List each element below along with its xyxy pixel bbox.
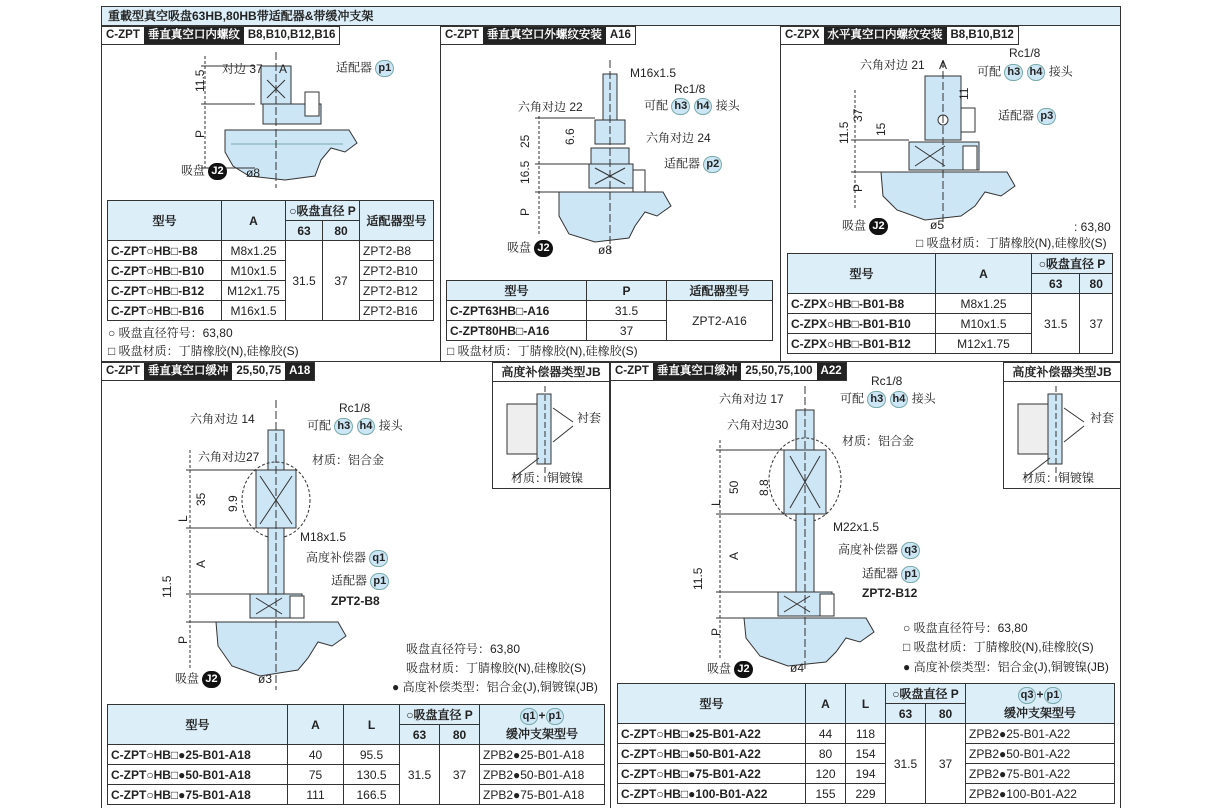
h4-badge: h4 xyxy=(357,418,376,435)
p5-th-dia-text: 吸盘直径 xyxy=(899,687,948,701)
p5-jb-sleeve: 衬套 xyxy=(1090,411,1115,425)
plus-sign: + xyxy=(538,708,546,723)
p2-d8-label: ø8 xyxy=(598,243,613,257)
p2-pad-label xyxy=(507,240,553,257)
p1-a-label: A xyxy=(279,62,288,76)
p3-spec-table xyxy=(787,253,1113,354)
p-cell: 37 xyxy=(587,321,667,341)
a-cell: 40 xyxy=(288,745,344,765)
model-cell: C-ZPT○HB□●50-B01-A22 xyxy=(618,744,806,764)
panel5-tag: A22 xyxy=(817,363,846,380)
p4-fit-label xyxy=(307,418,403,435)
p5-mat-label: 材质：铝合金 xyxy=(842,434,915,448)
buf-cell: ZPB2●25-B01-A18 xyxy=(480,745,605,765)
p4-adapter-label xyxy=(331,573,389,590)
p4-th-80: 80 xyxy=(440,725,480,745)
model-cell: C-ZPT○HB□●25-B01-A22 xyxy=(618,724,806,744)
table-row xyxy=(447,301,773,321)
panel1-name: 垂直真空口内螺纹 xyxy=(144,27,244,44)
p5-pad-text: 吸盘 xyxy=(707,661,732,676)
table-row xyxy=(108,765,605,785)
p5-fit-label xyxy=(840,391,936,408)
p5-d4-label: ø4 xyxy=(790,661,805,675)
p4-zpt-label: ZPT2-B8 xyxy=(331,594,380,608)
p1-th-p-text: P xyxy=(347,204,356,218)
panel2-drawing xyxy=(445,56,775,256)
p2-hex24-label: 六角对边 24 xyxy=(646,131,711,145)
p3-badge: p3 xyxy=(1037,108,1056,125)
p3-th-a: A xyxy=(936,254,1032,294)
p1-badge: p1 xyxy=(370,573,389,590)
p3-adapter-label xyxy=(998,108,1056,125)
panel4-name: 垂直真空口缓冲 xyxy=(144,363,233,380)
p80-cell: 37 xyxy=(1080,294,1113,354)
divider xyxy=(440,26,441,362)
p2-pad-text: 吸盘 xyxy=(507,240,532,255)
p2-fit-text: 可配 xyxy=(644,98,669,113)
model-cell: C-ZPX○HB□-B01-B8 xyxy=(788,294,936,314)
p5-comp-text: 高度补偿器 xyxy=(838,542,899,557)
p4-spec-table xyxy=(107,704,605,805)
p5-th-63: 63 xyxy=(886,704,926,724)
p1-hex-label: 对边 37 xyxy=(222,62,263,76)
p1-pad-text: 吸盘 xyxy=(181,163,206,178)
p5-dim-a: A xyxy=(727,551,741,560)
model-cell: C-ZPT63HB□-A16 xyxy=(447,301,587,321)
p2-m16-label: M16x1.5 xyxy=(630,66,677,80)
p4-m18-label: M18x1.5 xyxy=(300,530,347,544)
a-cell: M12x1.75 xyxy=(222,281,286,301)
p3-hex21-label: 六角对边 21 xyxy=(860,58,925,72)
p3-d5-label: ø5 xyxy=(930,218,945,232)
p4-note-comp-text: 高度补偿类型：铝合金(J),铜镀镍(JB) xyxy=(402,680,598,694)
p5-th-a: A xyxy=(806,684,846,724)
p63-cell: 31.5 xyxy=(400,745,440,805)
p3-th-80: 80 xyxy=(1080,274,1113,294)
panel3-code: C-ZPX xyxy=(785,29,820,41)
panel4-tag: A18 xyxy=(285,363,314,380)
a-cell: 111 xyxy=(288,785,344,805)
p1-th-80: 80 xyxy=(323,221,360,241)
panel3-name: 水平真空口内螺纹安装 xyxy=(824,27,947,44)
table-row xyxy=(618,764,1115,784)
model-cell: C-ZPT○HB□●25-B01-A18 xyxy=(108,745,288,765)
p4-dim-115: 11.5 xyxy=(160,575,174,598)
q1-badge: q1 xyxy=(520,708,539,725)
model-cell: C-ZPT○HB□●75-B01-A18 xyxy=(108,785,288,805)
p5-th-p-text: P xyxy=(950,687,959,701)
p2-adapter-label xyxy=(664,156,722,173)
p3-fit-text: 可配 xyxy=(977,64,1002,79)
p2-dim-25: 25 xyxy=(518,134,532,148)
table-row xyxy=(108,281,434,301)
a-cell: M12x1.75 xyxy=(936,334,1032,354)
a-cell: 120 xyxy=(806,764,846,784)
p1-badge: p1 xyxy=(901,566,920,583)
table-row xyxy=(108,785,605,805)
table-row xyxy=(108,301,434,321)
l-cell: 95.5 xyxy=(344,745,400,765)
a-cell: M8x1.25 xyxy=(936,294,1032,314)
p2-adapter-text: 适配器 xyxy=(664,156,701,171)
p63-cell: 31.5 xyxy=(286,241,323,321)
p3-pad-label xyxy=(842,218,888,235)
p4-th-model: 型号 xyxy=(108,705,288,745)
p4-joint-text: 接头 xyxy=(378,418,403,433)
model-cell: C-ZPT○HB□-B8 xyxy=(108,241,222,261)
p80-cell: 37 xyxy=(926,724,966,804)
p5-pad-label xyxy=(707,661,753,678)
p4-th-buf xyxy=(480,705,605,745)
p4-dim-99: 9.9 xyxy=(226,495,240,512)
p1-badge: p1 xyxy=(1044,687,1063,704)
p3-dim-p: P xyxy=(851,183,865,192)
p3-th-dia: ○吸盘直径 P xyxy=(1032,254,1113,274)
a-cell: 44 xyxy=(806,724,846,744)
p2-dim-66: 6.6 xyxy=(563,128,577,145)
p1-adapter-label xyxy=(336,60,394,77)
divider xyxy=(780,26,781,362)
p4-dim-35: 35 xyxy=(194,492,208,506)
p2-rc-label: Rc1/8 xyxy=(674,82,706,96)
p4-fit-text: 可配 xyxy=(307,418,332,433)
p2-hex22-label: 六角对边 22 xyxy=(518,100,583,114)
p-cell: 31.5 xyxy=(587,301,667,321)
l-cell: 229 xyxy=(846,784,886,804)
p2-fit-label xyxy=(644,98,740,115)
p4-note-material: 吸盘材质：丁腈橡胶(N),硅橡胶(S) xyxy=(406,661,586,675)
p5-th-l: L xyxy=(846,684,886,724)
a-cell: 80 xyxy=(806,744,846,764)
p4-dim-a: A xyxy=(194,559,208,568)
p4-jb-box xyxy=(492,362,610,489)
p1-adapter-text: 适配器 xyxy=(336,60,373,75)
table-row xyxy=(108,745,605,765)
p2-th-model: 型号 xyxy=(447,281,587,301)
panel3-sizes: B8,B10,B12 xyxy=(950,29,1014,41)
p1-dim-115: 11.5 xyxy=(193,69,207,92)
buf-cell: ZPB2●50-B01-A22 xyxy=(966,744,1115,764)
model-cell: C-ZPT○HB□●100-B01-A22 xyxy=(618,784,806,804)
panel5-sizes: 25,50,75,100 xyxy=(745,365,813,377)
p5-jb-mat: 材质：铜镀镍 xyxy=(1022,471,1095,485)
p3-th-p-text: P xyxy=(1097,257,1106,271)
h4-badge: h4 xyxy=(694,98,713,115)
a-cell: M10x1.5 xyxy=(936,314,1032,334)
model-cell: C-ZPX○HB□-B01-B10 xyxy=(788,314,936,334)
panel2-code: C-ZPT xyxy=(445,29,479,41)
p3-dim-15: 15 xyxy=(874,122,888,136)
p1-th-model: 型号 xyxy=(108,201,222,241)
h3-badge: h3 xyxy=(867,391,886,408)
p4-hex14-label: 六角对边 14 xyxy=(190,412,255,426)
p3-dim-11: 11 xyxy=(957,87,971,100)
h4-badge: h4 xyxy=(890,391,909,408)
p5-note-diameter: ○ 吸盘直径符号：63,80 xyxy=(903,621,1028,635)
model-cell: C-ZPT○HB□-B10 xyxy=(108,261,222,281)
p5-adapter-text: 适配器 xyxy=(862,566,899,581)
p3-dim-37: 37 xyxy=(851,108,865,122)
p4-th-dia-text: 吸盘直径 xyxy=(413,708,462,722)
table-row xyxy=(618,744,1115,764)
p1-pad-label xyxy=(181,163,227,180)
model-cell: C-ZPT○HB□-B12 xyxy=(108,281,222,301)
p5-hex17-label: 六角对边 17 xyxy=(719,392,784,406)
p4-adapter-text: 适配器 xyxy=(331,573,368,588)
p5-joint-text: 接头 xyxy=(911,391,936,406)
buf-cell: ZPB2●75-B01-A18 xyxy=(480,785,605,805)
p2-spec-table xyxy=(446,280,773,341)
panel4-sizes: 25,50,75 xyxy=(236,365,282,377)
l-cell: 194 xyxy=(846,764,886,784)
plus-sign: + xyxy=(1036,687,1044,702)
model-cell: C-ZPT80HB□-A16 xyxy=(447,321,587,341)
p1-th-a: A xyxy=(222,201,286,241)
p63-cell: 31.5 xyxy=(886,724,926,804)
p2-joint-text: 接头 xyxy=(715,98,740,113)
table-row xyxy=(108,261,434,281)
panel4-code: C-ZPT xyxy=(106,365,140,377)
p2-dim-p: P xyxy=(518,207,532,216)
p5-dim-50: 50 xyxy=(727,480,741,494)
p1-j2-badge: J2 xyxy=(208,163,226,180)
p1-th-adapter: 适配器型号 xyxy=(360,201,434,241)
p4-pad-text: 吸盘 xyxy=(175,671,200,686)
model-cell: C-ZPT○HB□●75-B01-A22 xyxy=(618,764,806,784)
p5-th-model: 型号 xyxy=(618,684,806,724)
p80-cell: 37 xyxy=(323,241,360,321)
p4-comp-label xyxy=(306,550,388,567)
panel2-name: 垂直真空口外螺纹安装 xyxy=(483,27,606,44)
a-cell: M10x1.5 xyxy=(222,261,286,281)
p4-th-a: A xyxy=(288,705,344,745)
p1-d8-label: ø8 xyxy=(246,166,261,180)
buf-cell: ZPB2●25-B01-A22 xyxy=(966,724,1115,744)
adapter-cell: ZPT2-B8 xyxy=(360,241,434,261)
p5-dim-88: 8.8 xyxy=(757,479,771,496)
page-title: 重載型真空吸盘63HB,80HB带适配器&带缓冲支架 xyxy=(101,6,1121,26)
table-row xyxy=(788,294,1113,314)
p5-rc-label: Rc1/8 xyxy=(871,374,903,388)
p1-badge: p1 xyxy=(375,60,394,77)
p5-dim-l: L xyxy=(709,499,723,506)
p1-th-dia: ○吸盘直径 P xyxy=(286,201,360,221)
q1-badge: q1 xyxy=(369,550,388,567)
p3-joint-text: 接头 xyxy=(1048,64,1073,79)
model-cell: C-ZPT○HB□●50-B01-A18 xyxy=(108,765,288,785)
p4-note-diameter: 吸盘直径符号：63,80 xyxy=(406,642,521,656)
p2-th-adapter: 适配器型号 xyxy=(667,281,773,301)
buf-cell: ZPB2●75-B01-A22 xyxy=(966,764,1115,784)
p5-hex30-label: 六角对边30 xyxy=(727,418,789,432)
p3-fit-label xyxy=(977,64,1073,81)
panel2-header xyxy=(440,26,636,45)
p1-th-dia-text: 吸盘直径 xyxy=(296,204,345,218)
panel1-code: C-ZPT xyxy=(106,29,140,41)
p4-mat-label: 材质：铝合金 xyxy=(312,453,385,467)
p4-th-63: 63 xyxy=(400,725,440,745)
p3-dim-115: 11.5 xyxy=(837,121,851,144)
p80-cell: 37 xyxy=(440,745,480,805)
p1-badge: p1 xyxy=(546,708,565,725)
p5-comp-label xyxy=(838,542,920,559)
p1-th-63: 63 xyxy=(286,221,323,241)
buf-cell: ZPB2●100-B01-A22 xyxy=(966,784,1115,804)
p3-note-material: □ 吸盘材质：丁腈橡胶(N),硅橡胶(S) xyxy=(916,236,1107,250)
panel5-name: 垂直真空口缓冲 xyxy=(653,363,742,380)
p4-jb-mat: 材质：铜镀镍 xyxy=(511,471,584,485)
a-cell: M8x1.25 xyxy=(222,241,286,261)
p3-a-label: A xyxy=(939,58,948,72)
l-cell: 154 xyxy=(846,744,886,764)
p5-m22-label: M22x1.5 xyxy=(833,520,880,534)
p4-note-comp: ● 高度补偿类型：铝合金(J),铜镀镍(JB) xyxy=(392,680,598,694)
h4-badge: h4 xyxy=(1027,64,1046,81)
p4-dim-p: P xyxy=(176,635,190,644)
p4-th-l: L xyxy=(344,705,400,745)
p5-th-buf xyxy=(966,684,1115,724)
p63-cell: 31.5 xyxy=(1032,294,1080,354)
p4-rc-label: Rc1/8 xyxy=(339,401,371,415)
p5-note-comp: ● 高度补偿类型：铝合金(J),铜镀镍(JB) xyxy=(903,660,1109,674)
p2-dim-165: 16.5 xyxy=(518,160,532,184)
p3-pad-text: 吸盘 xyxy=(842,218,867,233)
p4-comp-text: 高度补偿器 xyxy=(306,550,367,565)
q3-badge: q3 xyxy=(901,542,920,559)
p5-th-dia: ○吸盘直径 P xyxy=(886,684,966,704)
table-row xyxy=(618,724,1115,744)
l-cell: 118 xyxy=(846,724,886,744)
q3-badge: q3 xyxy=(1018,687,1037,704)
p4-jb-title: 高度补偿器类型JB xyxy=(493,363,609,382)
panel3-header xyxy=(780,26,1019,45)
adapter-cell: ZPT2-A16 xyxy=(667,301,773,341)
p5-fit-text: 可配 xyxy=(840,391,865,406)
p3-adapter-text: 适配器 xyxy=(998,108,1035,123)
p3-th-dia-text: 吸盘直径 xyxy=(1045,257,1094,271)
p4-d3-label: ø3 xyxy=(258,672,273,686)
p2-badge: p2 xyxy=(703,156,722,173)
p4-th-dia: ○吸盘直径 P xyxy=(400,705,480,725)
p1-note-diameter: ○ 吸盘直径符号：63,80 xyxy=(108,326,233,340)
divider xyxy=(610,361,611,808)
p3-j2-badge: J2 xyxy=(869,218,887,235)
p3-th-model: 型号 xyxy=(788,254,936,294)
p5-jb-box xyxy=(1003,362,1121,489)
p4-dim-l: L xyxy=(176,515,190,522)
adapter-cell: ZPT2-B10 xyxy=(360,261,434,281)
p2-j2-badge: J2 xyxy=(534,240,552,257)
panel2-sizes: A16 xyxy=(609,29,631,41)
buf-cell: ZPB2●50-B01-A18 xyxy=(480,765,605,785)
p3-note-diameter: : 63,80 xyxy=(1074,220,1111,234)
panel5-code: C-ZPT xyxy=(615,365,649,377)
panel1-sizes: B8,B10,B12,B16 xyxy=(247,29,336,41)
p4-hex27-label: 六角对边27 xyxy=(198,450,260,464)
panel4-header xyxy=(101,362,315,381)
panel4-drawing xyxy=(150,390,450,700)
p5-th-80: 80 xyxy=(926,704,966,724)
p3-th-63: 63 xyxy=(1032,274,1080,294)
p2-note-material: □ 吸盘材质：丁腈橡胶(N),硅橡胶(S) xyxy=(447,344,638,358)
p5-th-buf-text: 缓冲支架型号 xyxy=(1003,705,1076,720)
l-cell: 130.5 xyxy=(344,765,400,785)
p4-th-p-text: P xyxy=(464,708,473,722)
p4-th-buf-text: 缓冲支架型号 xyxy=(505,726,578,741)
p5-spec-table xyxy=(617,683,1115,804)
p4-jb-sleeve: 衬套 xyxy=(577,411,602,425)
p5-adapter-label xyxy=(862,566,920,583)
h3-badge: h3 xyxy=(671,98,690,115)
panel5-header xyxy=(610,362,847,381)
p1-note-material: □ 吸盘材质：丁腈橡胶(N),硅橡胶(S) xyxy=(108,344,299,358)
p5-zpt-label: ZPT2-B12 xyxy=(862,586,918,600)
p4-j2-badge: J2 xyxy=(202,671,220,688)
p5-dim-115: 11.5 xyxy=(691,567,705,590)
p3-rc-label: Rc1/8 xyxy=(1009,46,1041,60)
table-row xyxy=(108,241,434,261)
p5-jb-title: 高度补偿器类型JB xyxy=(1004,363,1120,382)
adapter-cell: ZPT2-B12 xyxy=(360,281,434,301)
a-cell: 75 xyxy=(288,765,344,785)
p4-pad-label xyxy=(175,671,221,688)
a-cell: M16x1.5 xyxy=(222,301,286,321)
adapter-cell: ZPT2-B16 xyxy=(360,301,434,321)
p1-spec-table xyxy=(107,200,434,321)
p5-dim-p: P xyxy=(709,627,723,636)
model-cell: C-ZPX○HB□-B01-B12 xyxy=(788,334,936,354)
p2-th-p: P xyxy=(587,281,667,301)
h3-badge: h3 xyxy=(334,418,353,435)
model-cell: C-ZPT○HB□-B16 xyxy=(108,301,222,321)
l-cell: 166.5 xyxy=(344,785,400,805)
h3-badge: h3 xyxy=(1004,64,1023,81)
p5-note-material: □ 吸盘材质：丁腈橡胶(N),硅橡胶(S) xyxy=(903,640,1094,654)
p1-dim-p: P xyxy=(193,129,207,138)
panel1-header xyxy=(101,26,340,45)
p5-j2-badge: J2 xyxy=(734,661,752,678)
table-row xyxy=(618,784,1115,804)
a-cell: 155 xyxy=(806,784,846,804)
